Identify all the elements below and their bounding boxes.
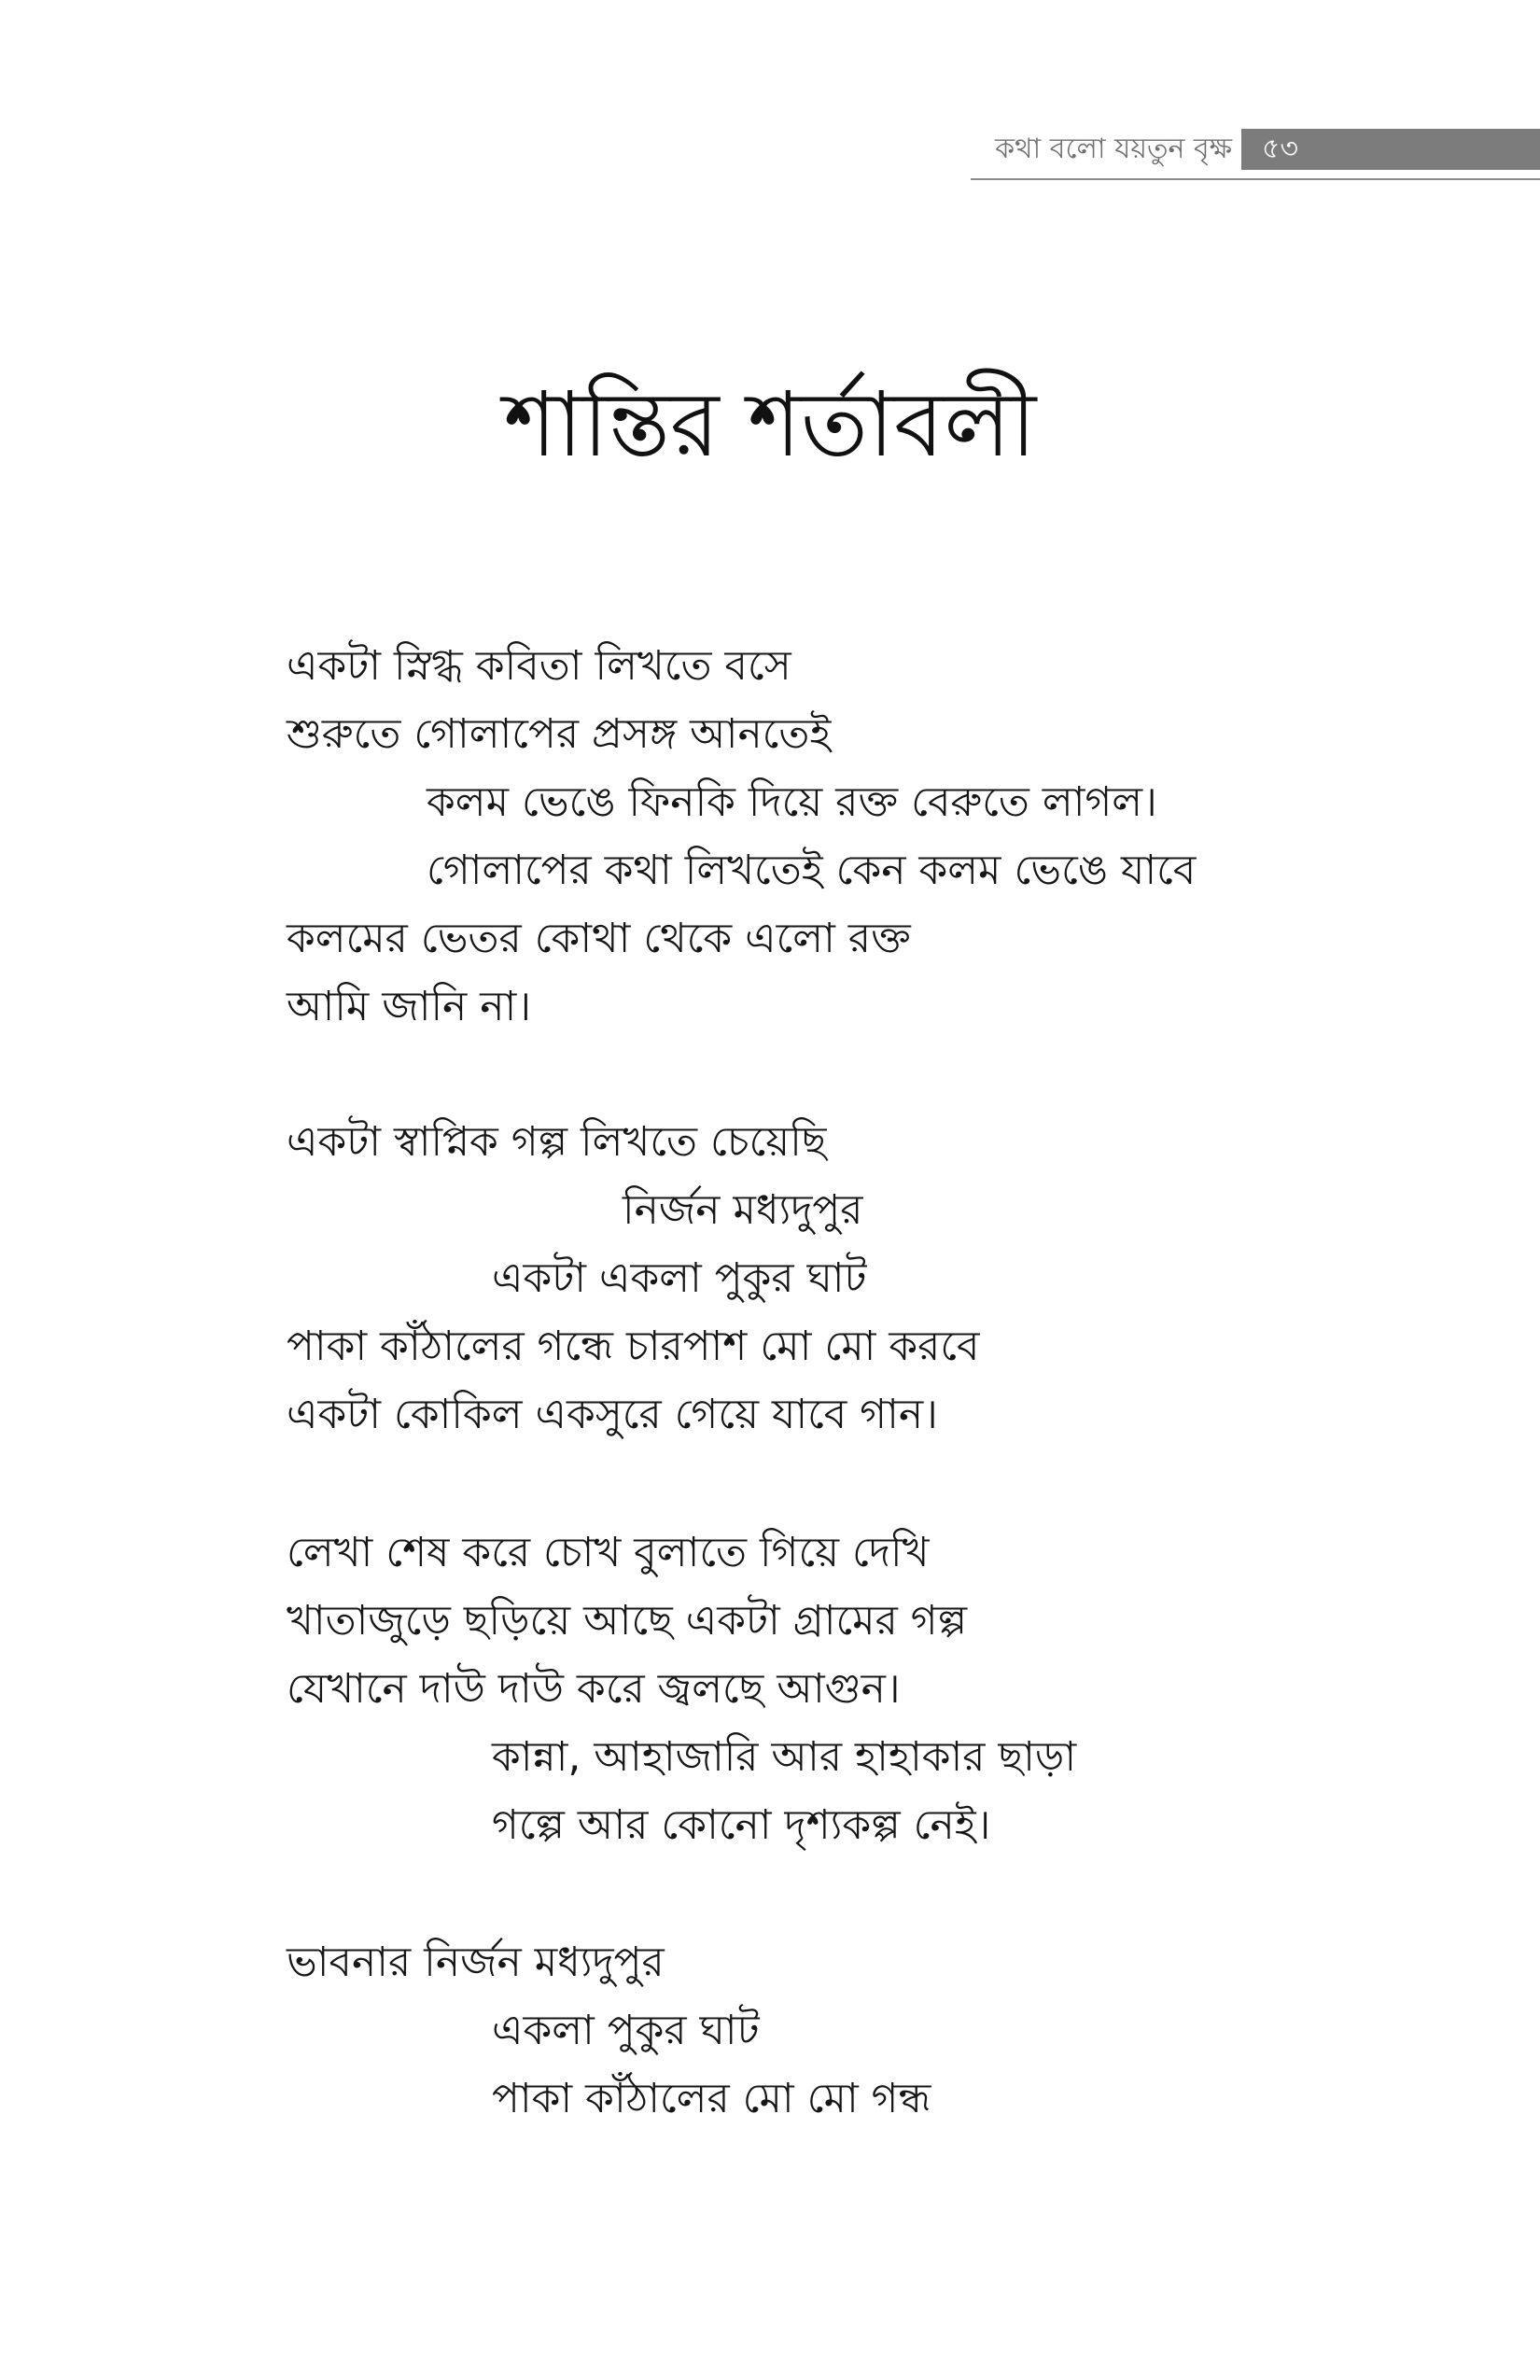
poem-line: আমি জানি না। bbox=[287, 983, 532, 1030]
poem-line: একটা কোকিল একসুরে গেয়ে যাবে গান। bbox=[287, 1391, 938, 1438]
poem-line: পাকা কাঁঠালের মো মো গন্ধ bbox=[492, 2075, 931, 2122]
poem-line: পাকা কাঁঠালের গন্ধে চারপাশ মো মো করবে bbox=[287, 1323, 980, 1370]
poem-line: কলম ভেঙে ফিনকি দিয়ে রক্ত বেরুতে লাগল। bbox=[427, 778, 1157, 826]
stanza-2 bbox=[287, 1108, 1407, 1449]
poem-line: খাতাজুড়ে ছড়িয়ে আছে একটা গ্রামের গল্প bbox=[287, 1597, 968, 1645]
poem-line: একটা স্বাপ্নিক গল্প লিখতে চেয়েছি bbox=[287, 1118, 827, 1166]
stanza-1 bbox=[287, 632, 1407, 1041]
poem-line: লেখা শেষ করে চোখ বুলাতে গিয়ে দেখি bbox=[287, 1529, 930, 1576]
stanza-4 bbox=[287, 1928, 1407, 2133]
poem-line: একটা একলা পুকুর ঘাট bbox=[492, 1254, 867, 1302]
poem-line: নির্জন মধ্যদুপুর bbox=[623, 1186, 863, 1234]
page-number-box bbox=[1241, 129, 1540, 170]
poem-line: কান্না, আহাজারি আর হাহাকার ছাড়া bbox=[492, 1733, 1077, 1781]
poem-line: একলা পুকুর ঘাট bbox=[492, 2007, 760, 2054]
stanza-3 bbox=[287, 1519, 1407, 1859]
running-header bbox=[971, 123, 1540, 185]
running-book-title: কথা বলো যয়তুন বৃক্ষ bbox=[995, 133, 1232, 165]
poem-line: শুরুতে গোলাপের প্রসঙ্গ আনতেই bbox=[287, 710, 832, 758]
poem-line: ভাবনার নির্জন মধ্যদুপুর bbox=[287, 1939, 665, 1986]
poem-line: গল্পে আর কোনো দৃশ্যকল্প নেই। bbox=[492, 1801, 991, 1849]
poem-line: কলমের ভেতর কোথা থেকে এলো রক্ত bbox=[287, 915, 911, 962]
poem-line: একটা স্নিগ্ধ কবিতা লিখতে বসে bbox=[287, 642, 791, 690]
header-rule bbox=[971, 178, 1540, 180]
poem-line: যেখানে দাউ দাউ করে জ্বলছে আগুন। bbox=[287, 1665, 901, 1713]
poem-title: শান্তির শর্তাবলী bbox=[503, 372, 1037, 477]
poem-line: গোলাপের কথা লিখতেই কেন কলম ভেঙে যাবে bbox=[427, 847, 1197, 894]
page-number: ৫৩ bbox=[1262, 133, 1298, 165]
